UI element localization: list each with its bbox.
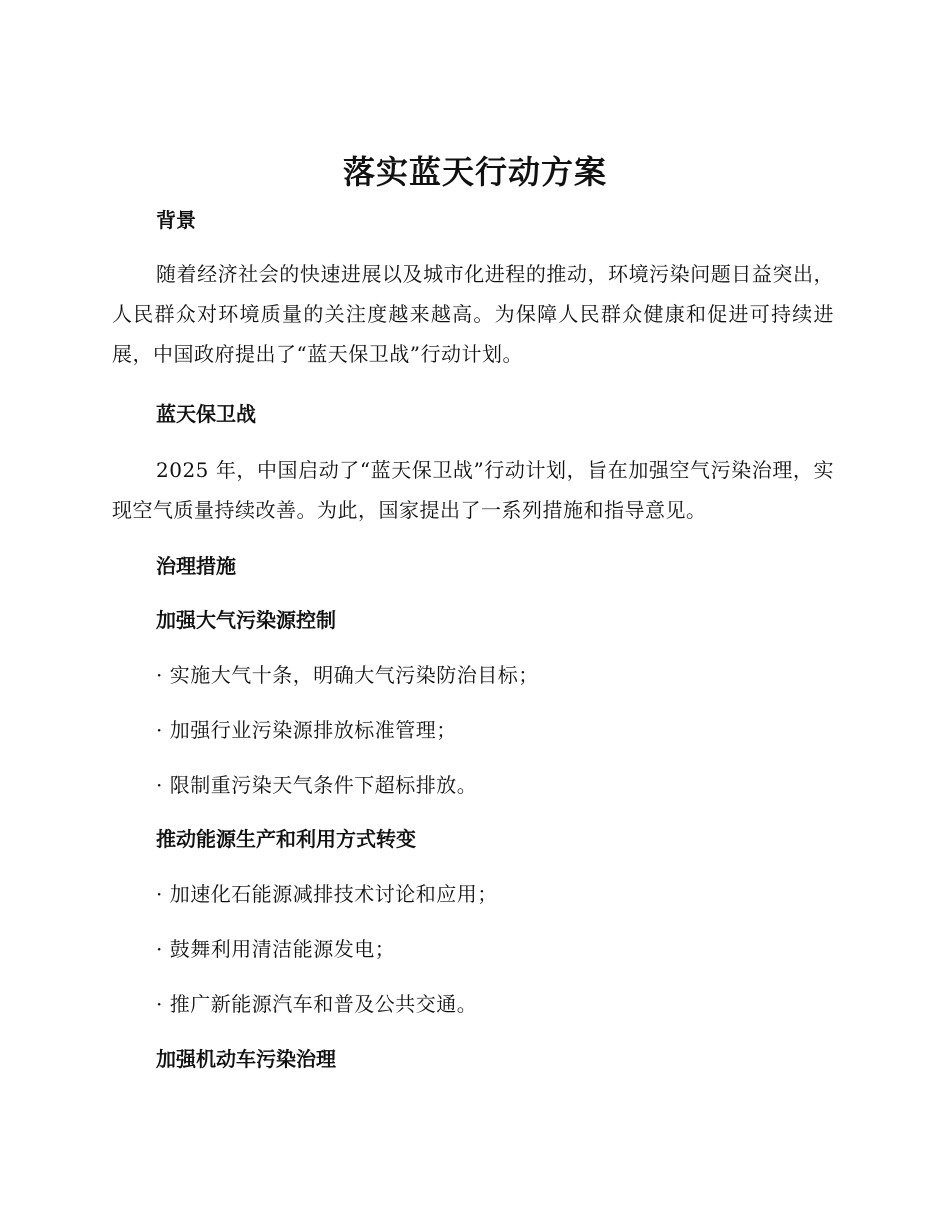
- bullet-air-source-2: · 加强行业污染源排放标准管理；: [156, 718, 457, 742]
- heading-vehicle-pollution: 加强机动车污染治理: [156, 1047, 336, 1071]
- heading-background: 背景: [156, 208, 196, 232]
- heading-blue-sky-campaign: 蓝天保卫战: [156, 402, 256, 426]
- bullet-energy-3: · 推广新能源汽车和普及公共交通。: [156, 992, 478, 1016]
- heading-air-pollution-source: 加强大气污染源控制: [156, 608, 336, 632]
- bullet-energy-2: · 鼓舞利用清洁能源发电；: [156, 937, 396, 961]
- bullet-energy-1: · 加速化石能源减排技术讨论和应用；: [156, 882, 498, 906]
- paragraph-background: 随着经济社会的快速进展以及城市化进程的推动，环境污染问题日益突出，人民群众对环境质量的关注度越来越高。为保障人民群众健康和促进可持续进展，中国政府提出了“蓝天保卫战”行动计划。: [112, 262, 834, 366]
- bullet-air-source-3: · 限制重污染天气条件下超标排放。: [156, 773, 478, 797]
- document-title: 落实蓝天行动方案: [342, 153, 607, 191]
- heading-energy-transition: 推动能源生产和利用方式转变: [156, 827, 416, 851]
- heading-measures: 治理措施: [156, 554, 236, 578]
- bullet-air-source-1: · 实施大气十条，明确大气污染防治目标；: [156, 663, 539, 687]
- paragraph-blue-sky-campaign: 2025 年，中国启动了“蓝天保卫战”行动计划，旨在加强空气污染治理，实现空气质量持续改善。为此，国家提出了一系列措施和指导意见。: [112, 458, 834, 522]
